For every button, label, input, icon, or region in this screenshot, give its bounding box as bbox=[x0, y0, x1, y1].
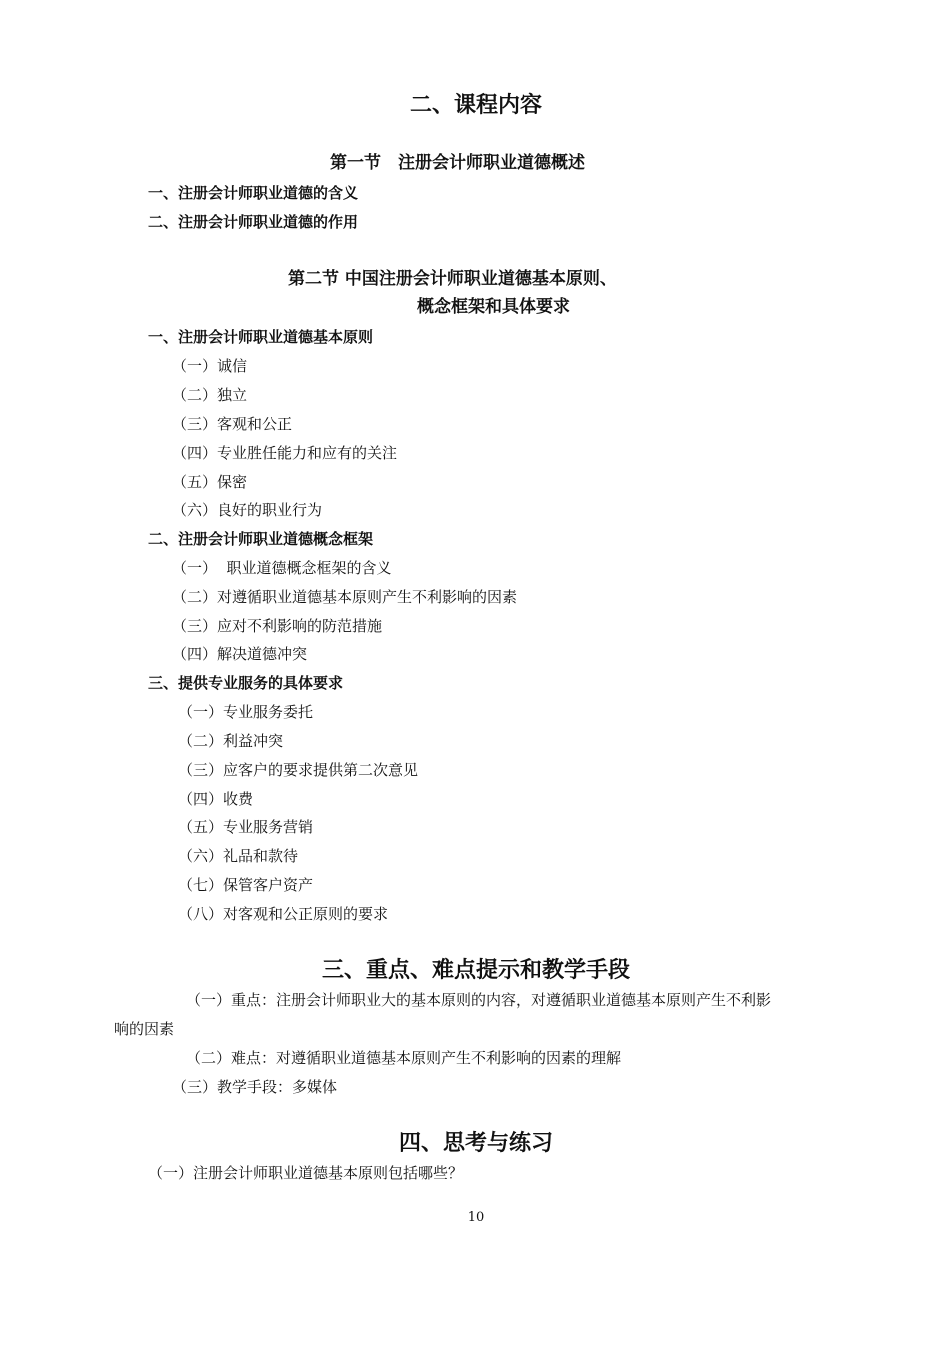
list-item: （五）专业服务营销 bbox=[178, 818, 314, 836]
list-item: （四）解决道德冲突 bbox=[172, 645, 308, 663]
list-item: （三）客观和公正 bbox=[172, 415, 293, 433]
section-title-course-content: 二、课程内容 bbox=[409, 93, 542, 118]
list-item: （一） 职业道德概念框架的含义 bbox=[172, 559, 392, 577]
part1-item: 一、注册会计师职业道德的含义 bbox=[148, 184, 359, 202]
list-item: （六）礼品和款待 bbox=[178, 847, 299, 865]
list-item: （一）专业服务委托 bbox=[178, 703, 314, 721]
section-title-exercises: 四、思考与练习 bbox=[398, 1131, 553, 1156]
list-item: （八）对客观和公正原则的要求 bbox=[178, 905, 389, 923]
part2-title-line1: 第二节 中国注册会计师职业道德基本原则、 bbox=[288, 269, 617, 289]
key-points-line2: 响的因素 bbox=[114, 1020, 175, 1038]
list-item: （七）保管客户资产 bbox=[178, 876, 314, 894]
list-item: （二）独立 bbox=[172, 386, 248, 404]
difficulty-paragraph: （二）难点：对遵循职业道德基本原则产生不利影响的因素的理解 bbox=[186, 1049, 622, 1067]
page-number: 10 bbox=[467, 1210, 485, 1225]
list-item: （六）良好的职业行为 bbox=[172, 501, 323, 519]
list-item: （三）应客户的要求提供第二次意见 bbox=[178, 761, 419, 779]
sub1-title: 一、注册会计师职业道德基本原则 bbox=[148, 328, 374, 346]
part2-title-line2: 概念框架和具体要求 bbox=[417, 297, 570, 317]
exercise-question: （一）注册会计师职业道德基本原则包括哪些？ bbox=[148, 1164, 464, 1182]
list-item: （二）利益冲突 bbox=[178, 732, 284, 750]
part1-item: 二、注册会计师职业道德的作用 bbox=[148, 213, 359, 231]
sub2-title: 二、注册会计师职业道德概念框架 bbox=[148, 530, 374, 548]
list-item: （四）专业胜任能力和应有的关注 bbox=[172, 444, 398, 462]
list-item: （一）诚信 bbox=[172, 357, 248, 375]
part1-title: 第一节 注册会计师职业道德概述 bbox=[330, 153, 585, 173]
list-item: （二）对遵循职业道德基本原则产生不利影响的因素 bbox=[172, 588, 518, 606]
list-item: （五）保密 bbox=[172, 473, 248, 491]
list-item: （四）收费 bbox=[178, 790, 254, 808]
sub3-title: 三、提供专业服务的具体要求 bbox=[148, 674, 344, 692]
key-points-line1: （一）重点：注册会计师职业大的基本原则的内容，对遵循职业道德基本原则产生不利影 bbox=[186, 991, 772, 1009]
teaching-method-paragraph: （三）教学手段：多媒体 bbox=[172, 1078, 338, 1096]
section-title-key-points: 三、重点、难点提示和教学手段 bbox=[321, 958, 630, 983]
list-item: （三）应对不利影响的防范措施 bbox=[172, 617, 383, 635]
